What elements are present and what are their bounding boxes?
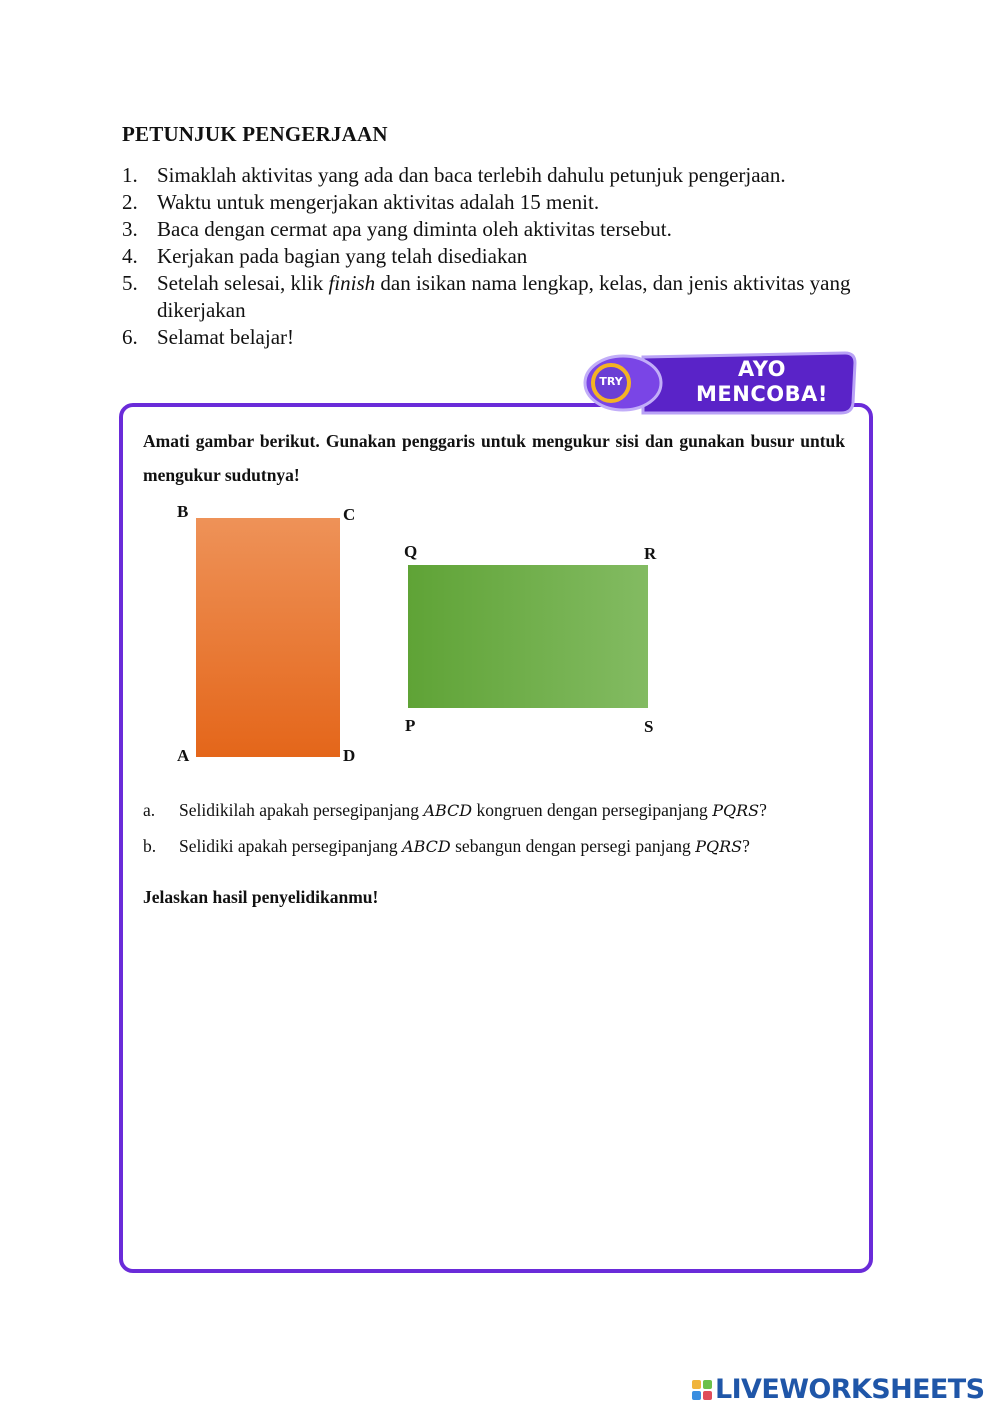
vertex-b: B: [177, 502, 189, 521]
vertex-s: S: [644, 717, 654, 736]
list-item: 4. Kerjakan pada bagian yang telah disediakan: [122, 244, 528, 268]
liveworksheets-logo: LIVEWORKSHEETS: [692, 1374, 984, 1405]
list-item: 2. Waktu untuk mengerjakan aktivitas adalah 15 menit.: [122, 190, 600, 214]
vertex-d: D: [343, 746, 356, 765]
finish-word: finish: [328, 271, 376, 295]
instruction-list: [122, 162, 882, 351]
vertex-q: Q: [404, 542, 418, 561]
badge-title: AYO MENCOBA!: [696, 357, 828, 406]
explain-prompt: Jelaskan hasil penyelidikanmu!: [143, 887, 379, 907]
vertex-r: R: [644, 544, 657, 563]
page-title: PETUNJUK PENGERJAAN: [122, 122, 388, 146]
try-icon-label: TRY: [599, 375, 623, 388]
vertex-a: A: [177, 746, 190, 765]
list-item: 3. Baca dengan cermat apa yang diminta oleh aktivitas tersebut.: [122, 217, 672, 241]
vertex-p: P: [405, 716, 416, 735]
list-item: 1. Simaklah aktivitas yang ada dan baca terlebih dahulu petunjuk pengerjaan.: [122, 163, 786, 187]
activity-instruction: Amati gambar berikut. Gunakan penggaris untuk mengukur sisi dan gunakan busur untuk mengukur sudutnya!: [143, 431, 845, 485]
vertex-c: C: [343, 505, 356, 524]
list-item: 5. Setelah selesai, klik finish dan isikan nama lengkap, kelas, dan jenis aktivitas yang dikerjakan: [122, 271, 851, 322]
list-item: 6. Selamat belajar!: [122, 325, 295, 349]
liveworksheets-icon: [692, 1380, 712, 1400]
